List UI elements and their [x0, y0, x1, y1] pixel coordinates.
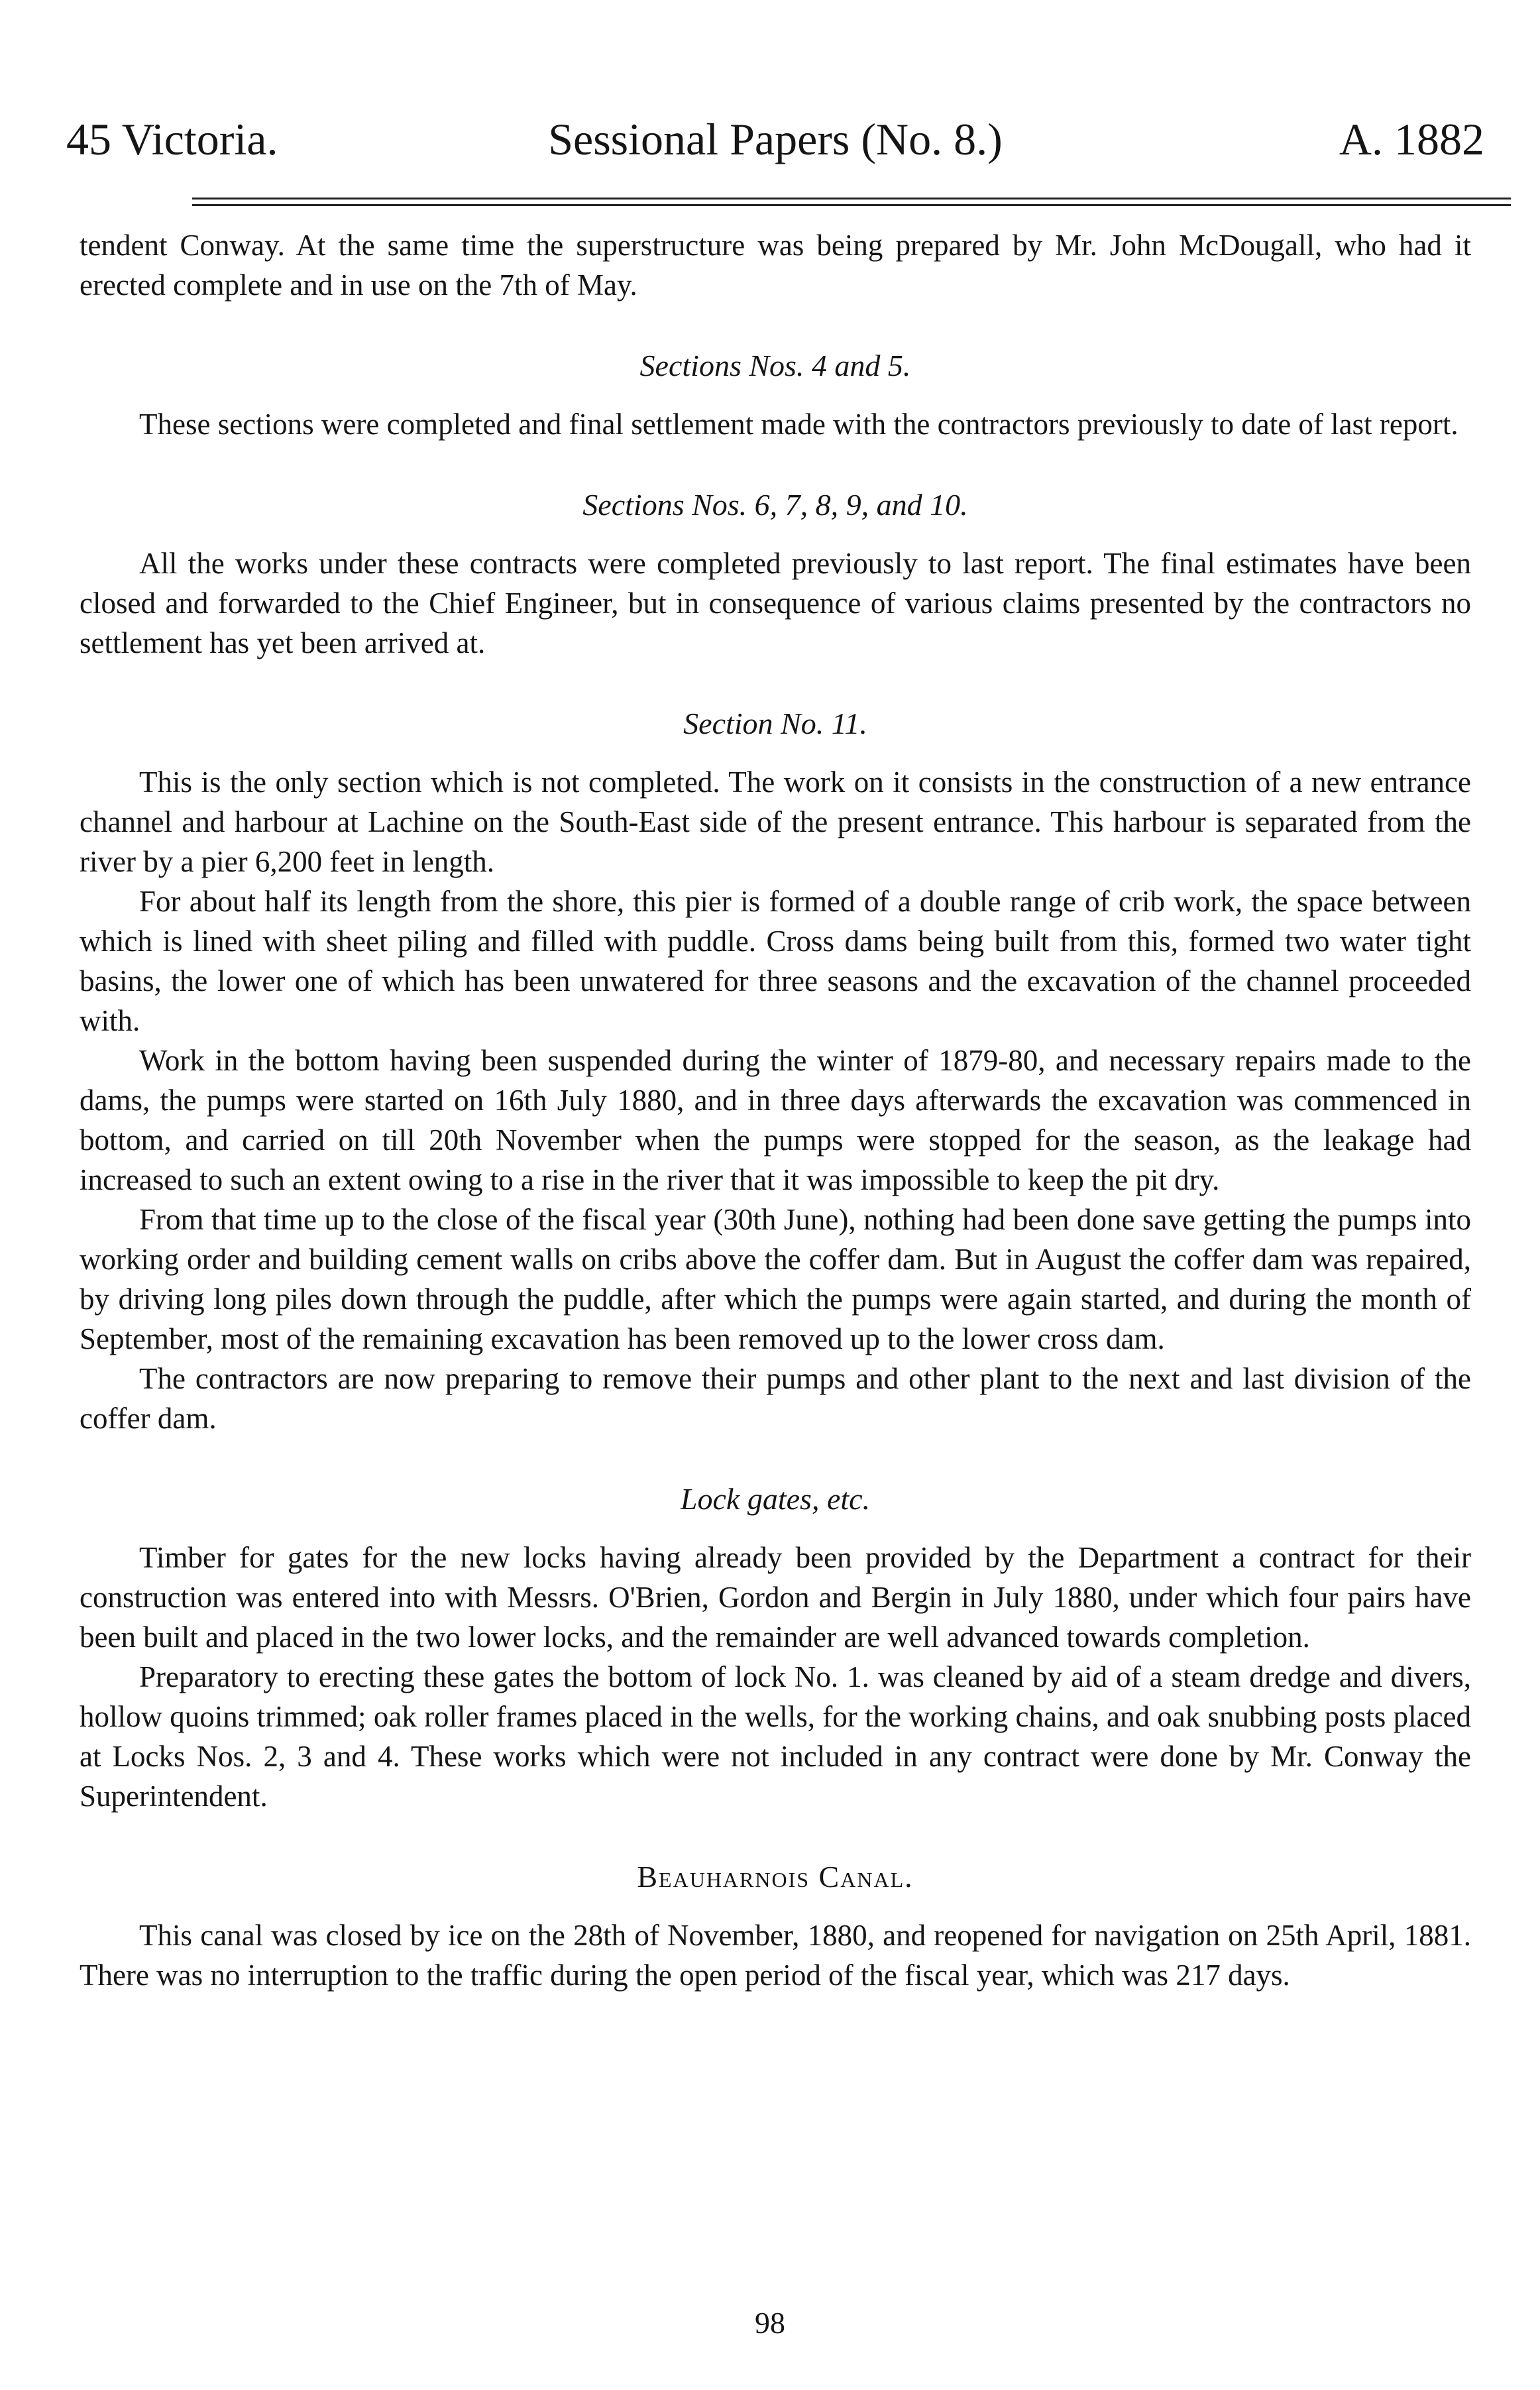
paragraph-section-11-d: From that time up to the close of the fiscal year (30th June), nothing had been done save getting the pumps into working order and building cement walls on cribs above the coffer dam. But in August the coffer dam was repaired, by driving long piles down through the puddle, after which the pumps were again started, and during the month of September, most of the remaining excavation has been removed up to the lower cross dam.: [80, 1203, 1471, 1355]
heading-lock-gates: Lock gates, etc.: [680, 1482, 871, 1516]
heading-beauharnois-canal: Beauharnois Canal.: [637, 1860, 914, 1894]
page-number: 98: [755, 2306, 785, 2340]
paragraph-beauharnois: This canal was closed by ice on the 28th of November, 1880, and reopened for navigation on 25th April, 1881. There was no interruption to the traffic during the open period of the fiscal year, which was 217 days.: [80, 1919, 1471, 1992]
page-body: [80, 225, 1471, 1995]
paragraph-intro: tendent Conway. At the same time the superstructure was being prepared by Mr. John McDougall, who had it erected complete and in use on the 7th of May.: [80, 229, 1471, 302]
heading-sections-4-5: Sections Nos. 4 and 5.: [639, 349, 911, 382]
paragraph-sections-6-10: All the works under these contracts were completed previously to last report. The final estimates have been closed and forwarded to the Chief Engineer, but in consequence of various claims presented by the contractors no settlement has yet been arrived at.: [80, 547, 1471, 659]
header-rule-top: [192, 198, 1511, 199]
header-year: A. 1882: [1339, 114, 1484, 164]
running-header: [66, 109, 1484, 169]
paragraph-lock-gates-b: Preparatory to erecting these gates the bottom of lock No. 1. was cleaned by aid of a steam dredge and divers, hollow quoins trimmed; oak roller frames placed in the wells, for the working chains, and oak snubbing posts placed at Locks Nos. 2, 3 and 4. These works which were not included in any contract were done by Mr. Conway the Superintendent.: [80, 1660, 1471, 1813]
header-volume: 45 Victoria.: [66, 114, 278, 164]
header-rule-bottom: [192, 204, 1511, 206]
paragraph-section-11-e: The contractors are now preparing to remove their pumps and other plant to the next and last division of the coffer dam.: [80, 1362, 1471, 1435]
paragraph-section-11-c: Work in the bottom having been suspended during the winter of 1879-80, and necessary repairs made to the dams, the pumps were started on 16th July 1880, and in three days afterwards the excavation was commenced in bottom, and carried on till 20th November when the pumps were stopped for the season, as the leakage had increased to such an extent owing to a rise in the river that it was impossible to keep the pit dry.: [80, 1044, 1471, 1196]
paragraph-section-11-b: For about half its length from the shore, this pier is formed of a double range of crib work, the space between which is lined with sheet piling and filled with puddle. Cross dams being built from this, formed two water tight basins, the lower one of which has been unwatered for three seasons and the excavation of the channel proceeded with.: [80, 885, 1471, 1037]
header-title: Sessional Papers (No. 8.): [548, 114, 1003, 164]
paragraph-section-11-a: This is the only section which is not completed. The work on it consists in the construction of a new entrance channel and harbour at Lachine on the South-East side of the present entrance. This harbour is separated from the river by a pier 6,200 feet in length.: [80, 766, 1471, 878]
heading-section-11: Section No. 11.: [683, 707, 867, 740]
heading-sections-6-10: Sections Nos. 6, 7, 8, 9, and 10.: [582, 488, 968, 522]
paragraph-lock-gates-a: Timber for gates for the new locks having already been provided by the Department a contract for their construction was entered into with Messrs. O'Brien, Gordon and Bergin in July 1880, under which four pairs have been built and placed in the two lower locks, and the remainder are well advanced towards completion.: [80, 1541, 1471, 1654]
paragraph-sections-4-5: These sections were completed and final settlement made with the contractors previously to date of last report.: [139, 408, 1458, 441]
